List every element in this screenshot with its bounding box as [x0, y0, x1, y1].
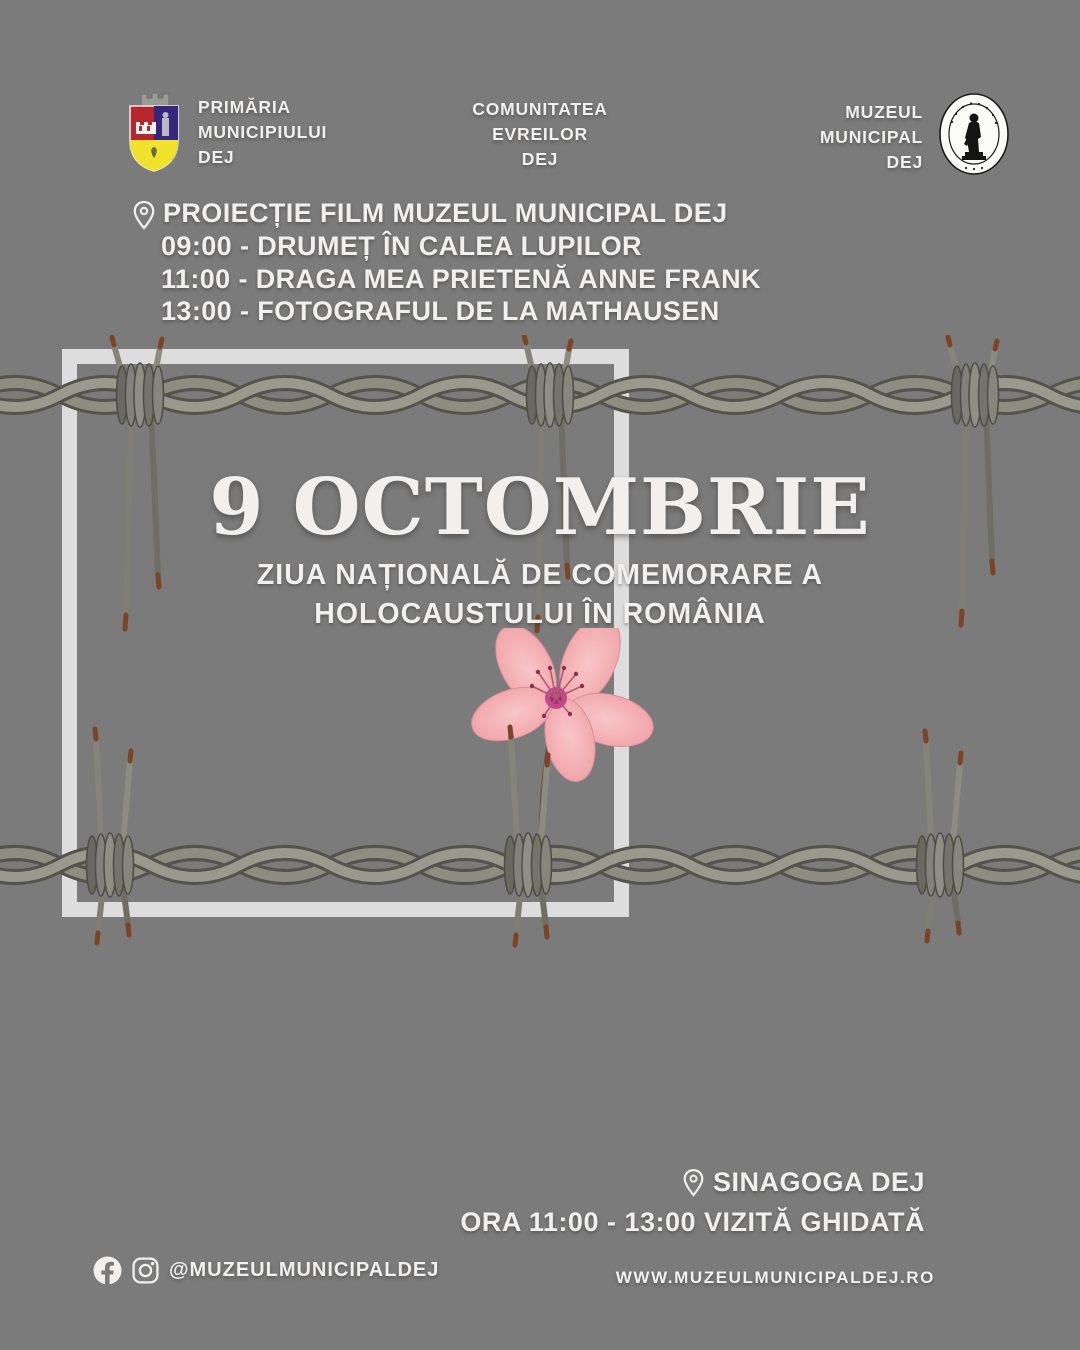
visit-block	[460, 1165, 925, 1239]
muzeul-oval-logo-icon	[938, 92, 1010, 176]
barbed-wire-bottom2-icon	[0, 695, 1080, 960]
film-item: 11:00 - DRAGA MEA PRIETENĂ ANNE FRANK	[161, 263, 761, 294]
screenings-block	[133, 197, 761, 328]
brand-primaria-line: PRIMĂRIA	[198, 97, 291, 117]
location-pin-icon	[683, 1168, 704, 1197]
brand-muzeul-line: DEJ	[886, 152, 923, 172]
brand-comunitatea-line: DEJ	[521, 149, 559, 169]
brand-muzeul-line: MUZEUL	[845, 102, 923, 122]
subtitle-line: ZIUA NAȚIONALĂ DE COMEMORARE A	[256, 559, 824, 591]
facebook-icon	[93, 1256, 122, 1285]
visit-venue: SINAGOGA DEJ	[712, 1167, 925, 1197]
screenings-venue: PROIECȚIE FILM MUZEUL MUNICIPAL DEJ	[163, 198, 728, 228]
location-pin-icon	[133, 200, 155, 230]
visit-schedule: ORA 11:00 - 13:00 VIZITĂ GHIDATĂ	[460, 1206, 925, 1237]
title-block	[0, 462, 1080, 634]
brand-primaria-line: MUNICIPIULUI	[198, 122, 328, 142]
brand-muzeul	[820, 92, 1010, 176]
barb-knot	[87, 727, 964, 945]
brand-primaria-line: DEJ	[198, 147, 235, 167]
date-title: 9 OCTOMBRIE	[209, 462, 871, 553]
brand-comunitatea	[472, 97, 608, 172]
social-block	[93, 1256, 439, 1285]
brand-muzeul-line: MUNICIPAL	[819, 127, 923, 147]
brand-primaria	[125, 92, 327, 174]
film-item: 13:00 - FOTOGRAFUL DE LA MATHAUSEN	[161, 296, 720, 326]
brand-comunitatea-line: COMUNITATEA	[472, 99, 608, 119]
primaria-crest-logo-icon	[125, 92, 183, 174]
film-item: 09:00 - DRUMEȚ ÎN CALEA LUPILOR	[161, 231, 642, 261]
instagram-icon	[132, 1257, 159, 1284]
website-url: WWW.MUZEULMUNICIPALDEJ.RO	[615, 1268, 935, 1287]
brand-comunitatea-line: EVREILOR	[492, 124, 588, 144]
subtitle-line: HOLOCAUSTULUI ÎN ROMÂNIA	[314, 598, 766, 630]
social-handle: @MUZEULMUNICIPALDEJ	[169, 1259, 440, 1281]
